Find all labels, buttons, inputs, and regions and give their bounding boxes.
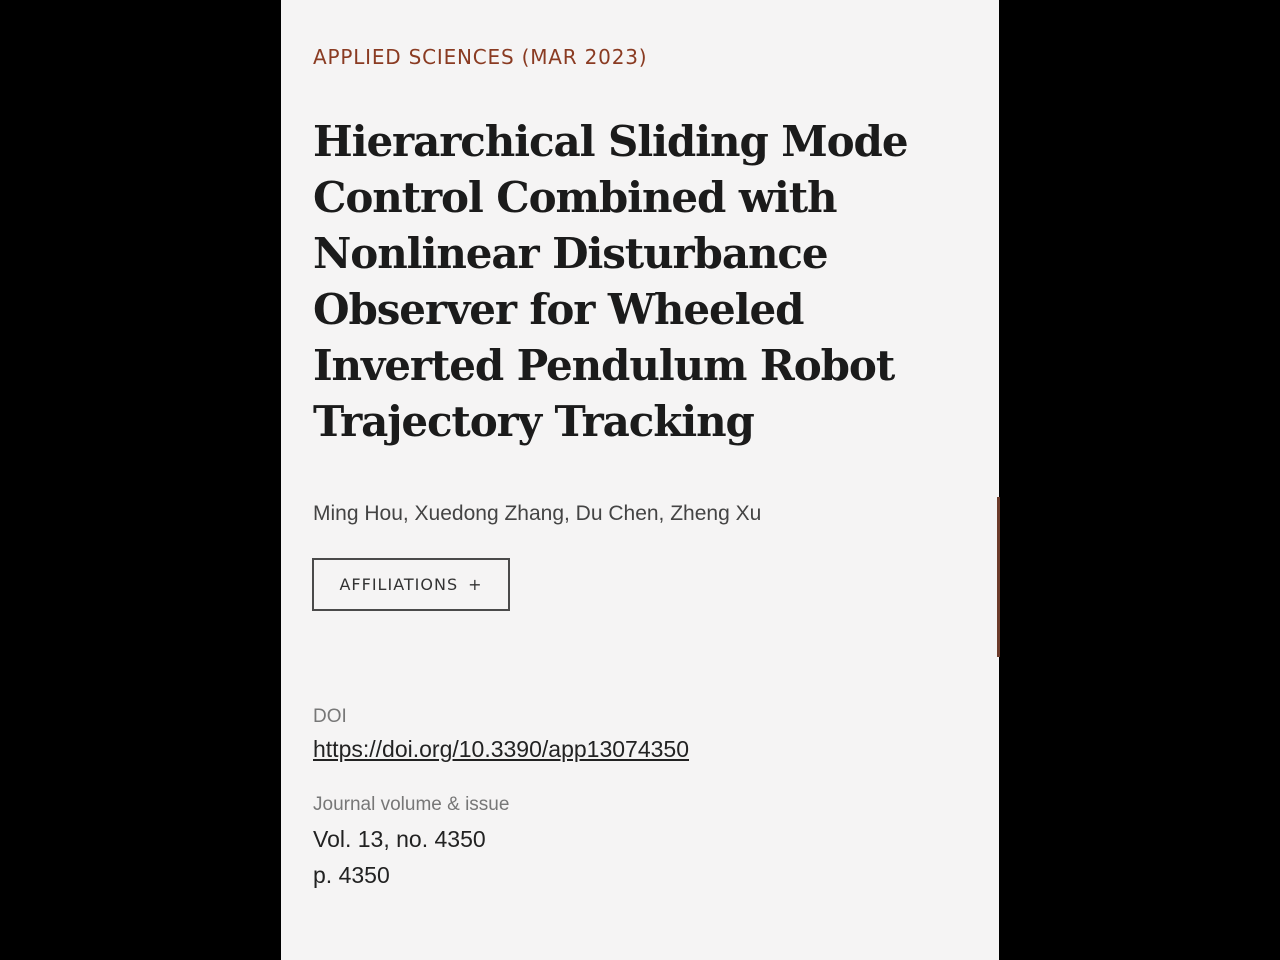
journal-volume-value: Vol. 13, no. 4350 (313, 826, 486, 852)
side-accent-bar (997, 497, 1000, 657)
plus-icon: + (468, 574, 483, 594)
page-number: p. 4350 (313, 862, 390, 888)
affiliations-button-label: AFFILIATIONS (339, 575, 459, 594)
article-page (281, 0, 999, 960)
article-title: Hierarchical Sliding Mode Control Combined with Nonlinear Disturbance Observer for Wheeled Inverted Pendulum Robot Trajectory Tracking (313, 117, 908, 446)
journal-name: APPLIED SCIENCES (MAR 2023) (313, 45, 648, 69)
doi-label: DOI (313, 706, 347, 727)
affiliations-button[interactable] (312, 558, 510, 611)
journal-volume-label: Journal volume & issue (313, 794, 510, 815)
doi-link[interactable]: https://doi.org/10.3390/app13074350 (313, 736, 689, 762)
author-list: Ming Hou, Xuedong Zhang, Du Chen, Zheng Xu (313, 502, 762, 525)
